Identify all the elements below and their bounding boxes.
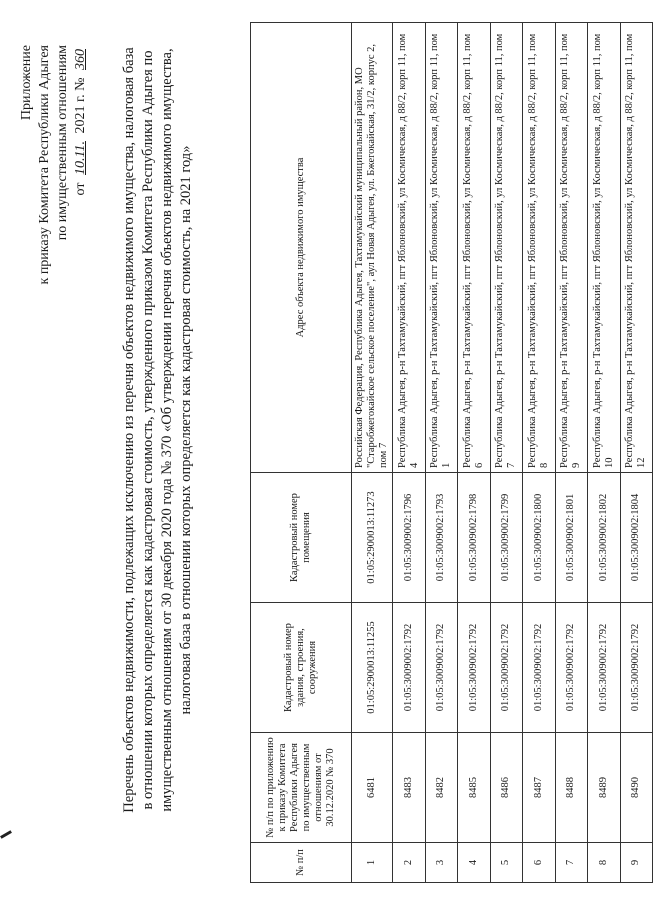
- cell-ref: 8489: [588, 733, 621, 843]
- table-header-row: [251, 23, 352, 883]
- cell-index: 9: [620, 843, 653, 883]
- appendix-date-line: [72, 45, 90, 465]
- cell-room: 01:05:3009002:1801: [555, 473, 588, 603]
- header-building-cadastral: Кадастровый номер здания, строения, сооружения: [251, 603, 352, 733]
- cell-building: 01:05:3009002:1792: [393, 603, 426, 733]
- cell-index: 2: [393, 843, 426, 883]
- cell-building: 01:05:3009002:1792: [555, 603, 588, 733]
- cell-index: 4: [458, 843, 491, 883]
- table-row: [393, 23, 426, 883]
- cell-index: 1: [352, 843, 393, 883]
- cell-room: 01:05:3009002:1796: [393, 473, 426, 603]
- cell-index: 3: [425, 843, 458, 883]
- cell-building: 01:05:3009002:1792: [490, 603, 523, 733]
- cell-ref: 8488: [555, 733, 588, 843]
- cell-address: Республика Адыгея, р-н Тахтамукайский, пгт Яблоновский, ул Космическая, д 88/2, корп 11, пом 7: [490, 23, 523, 473]
- cell-address: Республика Адыгея, р-н Тахтамукайский, пгт Яблоновский, ул Космическая, д 88/2, корп 11, пом 8: [523, 23, 556, 473]
- cell-room: 01:05:3009002:1800: [523, 473, 556, 603]
- cell-address: Республика Адыгея, р-н Тахтамукайский, пгт Яблоновский, ул Космическая, д 88/2, корп 11, пом 10: [588, 23, 621, 473]
- cell-ref: 8486: [490, 733, 523, 843]
- cell-building: 01:05:3009002:1792: [458, 603, 491, 733]
- cell-ref: 8487: [523, 733, 556, 843]
- cell-room: 01:05:3009002:1793: [425, 473, 458, 603]
- header-ref: № п/п по приложению к приказу Комитета Республики Адыгея по имущественным отношениям от 30.12.2020 № 370: [251, 733, 352, 843]
- appendix-block: [18, 45, 90, 465]
- header-index: № п/п: [251, 843, 352, 883]
- cell-building: 01:05:3009002:1792: [425, 603, 458, 733]
- table-row: [588, 23, 621, 883]
- table-row: [490, 23, 523, 883]
- cell-address: Республика Адыгея, р-н Тахтамукайский, пгт Яблоновский, ул Космическая, д 88/2, корп 11, пом 4: [393, 23, 426, 473]
- cell-room: 01:05:3009002:1798: [458, 473, 491, 603]
- cell-ref: 8490: [620, 733, 653, 843]
- cell-address: Республика Адыгея, р-н Тахтамукайский, пгт Яблоновский, ул Космическая, д 88/2, корп 11, пом 12: [620, 23, 653, 473]
- date-year: 2021 г. №: [73, 77, 88, 134]
- cell-building: 01:05:2900013:11255: [352, 603, 393, 733]
- cell-address: Республика Адыгея, р-н Тахтамукайский, пгт Яблоновский, ул Космическая, д 88/2, корп 11, пом 1: [425, 23, 458, 473]
- handwritten-date: 10.11.: [73, 141, 88, 175]
- header-address: Адрес объекта недвижимого имущества: [251, 23, 352, 473]
- cell-address: Российская Федерация, Республика Адыгея, Тахтамукайский муниципальный район, МО "Старобжегокайское сельское поселение", аул Новая Адыгея, ул. Бжегокайская, 31/2, корпус 2, пом 7: [352, 23, 393, 473]
- cell-room: 01:05:3009002:1804: [620, 473, 653, 603]
- appendix-committee-line: по имущественным отношениям: [55, 45, 70, 241]
- cell-index: 6: [523, 843, 556, 883]
- cell-room: 01:05:3009002:1799: [490, 473, 523, 603]
- cell-ref: 6481: [352, 733, 393, 843]
- cell-index: 5: [490, 843, 523, 883]
- appendix-order-line: к приказу Комитета Республики Адыгея: [37, 45, 52, 285]
- handwritten-order-number: 360: [73, 49, 88, 70]
- cell-building: 01:05:3009002:1792: [523, 603, 556, 733]
- cell-building: 01:05:3009002:1792: [588, 603, 621, 733]
- objects-table: [250, 22, 653, 883]
- document-title: Перечень объектов недвижимости, подлежащих исключению из перечня объектов недвижимого имущества, налоговая база в отношении которых определяется как кадастровая стоимость, утвержденного приказом Комитета Республики Адыгея по имущественным отношениям от 30 декабря 2020 года № 370 «Об утверждении перечня объектов недвижимого имущества, налоговая база в отношении которых определяется как кадастровая стоимость, на 2021 год»: [121, 47, 194, 813]
- table-row: [523, 23, 556, 883]
- cell-index: 8: [588, 843, 621, 883]
- table-row: [555, 23, 588, 883]
- cell-building: 01:05:3009002:1792: [620, 603, 653, 733]
- cell-index: 7: [555, 843, 588, 883]
- cell-ref: 8483: [393, 733, 426, 843]
- cell-ref: 8485: [458, 733, 491, 843]
- cell-address: Республика Адыгея, р-н Тахтамукайский, пгт Яблоновский, ул Космическая, д 88/2, корп 11, пом 6: [458, 23, 491, 473]
- table-row: [620, 23, 653, 883]
- cell-room: 01:05:2900013:11273: [352, 473, 393, 603]
- cell-address: Республика Адыгея, р-н Тахтамукайский, пгт Яблоновский, ул Космическая, д 88/2, корп 11, пом 9: [555, 23, 588, 473]
- table-row: [352, 23, 393, 883]
- date-prefix: от: [73, 182, 88, 196]
- cell-ref: 8482: [425, 733, 458, 843]
- cell-room: 01:05:3009002:1802: [588, 473, 621, 603]
- appendix-heading: Приложение: [19, 45, 34, 121]
- table-row: [458, 23, 491, 883]
- table-row: [425, 23, 458, 883]
- header-room-cadastral: Кадастровый номер помещения: [251, 473, 352, 603]
